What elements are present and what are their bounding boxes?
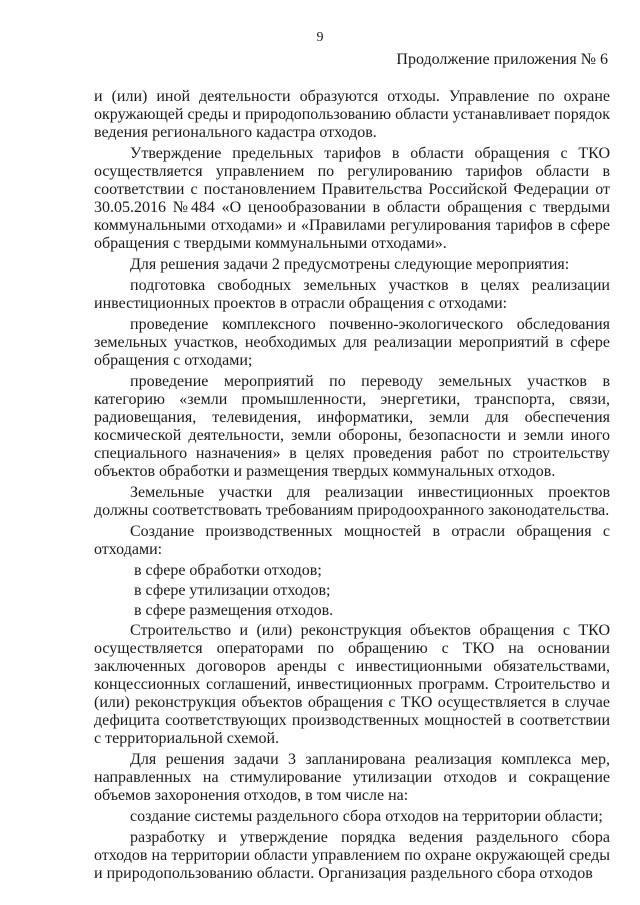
list-item: в сфере обработки отходов; [134,562,322,579]
paragraph: создание системы раздельного сбора отходов на территории области; [130,808,603,825]
list-item: в сфере утилизации отходов; [134,582,331,599]
paragraph: проведение мероприятий по переводу земельных участков в категорию «земли промышленности, энергетики, транспорта, связи, радиовещания, телевидения, информатики, земли для обеспечения космической деятельности, земли обороны, безопасности и земли иного специального назначения» в целях проведения работ по строительству объектов обработки и размещения твердых коммунальных отходов. [94,373,610,480]
paragraph: проведение комплексного почвенно-экологического обследования земельных участков, необходимых для реализации мероприятий в сфере обращения с отходами; [94,316,610,369]
paragraph: и (или) иной деятельности образуются отходы. Управление по охране окружающей среды и природопользованию области устанавливает порядок ведения регионального кадастра отходов. [94,88,610,141]
paragraph: Строительство и (или) реконструкция объектов обращения с ТКО осуществляется операторами по обращению с ТКО на основании заключенных договоров аренды с инвестиционными обязательствами, концессионных соглашений, инвестиционных программ. Строительство и (или) реконструкция объектов обращения с ТКО осуществляется в случае дефицита соответствующих производственных мощностей в соответствии с территориальной схемой. [94,622,610,747]
paragraph: Для решения задачи 2 предусмотрены следующие мероприятия: [130,256,570,273]
list-item: в сфере размещения отходов. [134,602,334,619]
paragraph: Создание производственных мощностей в отрасли обращения с отходами: [94,523,610,558]
paragraph: подготовка свободных земельных участков в целях реализации инвестиционных проектов в отрасли обращения с отходами: [94,277,610,312]
paragraph: Для решения задачи 3 запланирована реализация комплекса мер, направленных на стимулирование утилизации отходов и сокращение объемов захоронения отходов, в том числе на: [94,751,610,804]
paragraph: Утверждение предельных тарифов в области обращения с ТКО осуществляется управлением по регулированию тарифов области в соответствии с постановлением Правительства Российской Федерации от 30.05.2016 №484 «О ценообразовании в области обращения с твердыми коммунальными отходами» и «Правилами регулирования тарифов в сфере обращения с твердыми коммунальными отходами». [94,145,610,252]
document-body [94,88,610,886]
paragraph: разработку и утверждение порядка ведения раздельного сбора отходов на территории области управлением по охране окружающей среды и природопользованию области. Организация раздельного сбора отходов [94,829,610,882]
page-number: 9 [316,30,324,45]
header-note: Продолжение приложения № 6 [396,51,608,68]
paragraph: Земельные участки для реализации инвестиционных проектов должны соответствовать требованиям природоохранного законодательства. [94,484,610,519]
